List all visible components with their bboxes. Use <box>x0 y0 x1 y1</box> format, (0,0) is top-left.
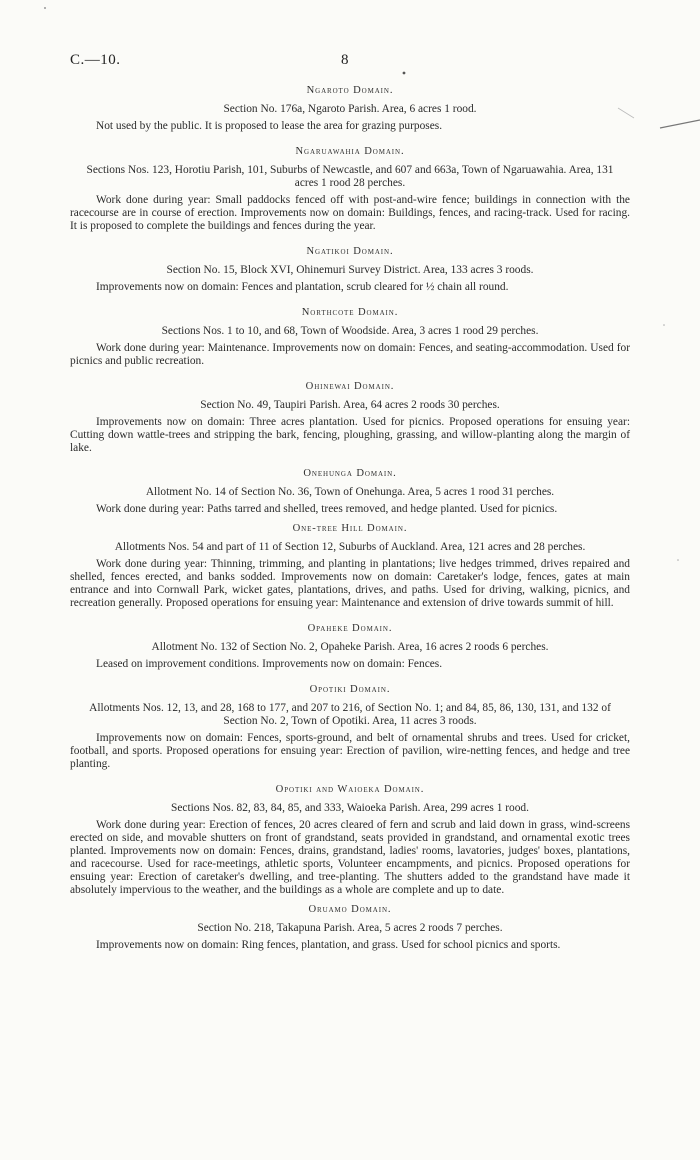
section-ohinewai <box>70 380 630 455</box>
section-body: Work done during year: Small paddocks fenced off with post-and-wire fence; buildings in connection with the racecourse are in course of erection. Improvements now on domain: Buildings, fences, and racing-track. Used for racing. It is proposed to complete the buildings and fences during the year. <box>70 194 630 232</box>
document-body <box>70 84 630 952</box>
section-subtitle: Section No. 176a, Ngaroto Parish. Area, 6 acres 1 rood. <box>223 103 477 115</box>
section-heading: Ngaroto Domain. <box>306 85 394 96</box>
section-ngaruawahia <box>70 145 630 233</box>
section-subtitle: Sections Nos. 82, 83, 84, 85, and 333, Waioeka Parish. Area, 299 acres 1 rood. <box>171 802 529 814</box>
section-opaheke <box>70 622 630 671</box>
section-body: Work done during year: Paths tarred and shelled, trees removed, and hedge planted. Used for picnics. <box>96 503 558 515</box>
section-ngaroto <box>70 84 630 133</box>
section-subtitle: Section No. 218, Takapuna Parish. Area, 5 acres 2 roods 7 perches. <box>197 922 503 934</box>
section-body: Improvements now on domain: Fences and plantation, scrub cleared for ½ chain all round. <box>96 281 509 293</box>
section-body: Work done during year: Erection of fences, 20 acres cleared of fern and scrub and laid down in grass, wind-screens erected on side, and movable shutters on front of grandstand, seats provided in grandstand, and ornamental exotic trees planted. Improvements now on domain: Fences, drains, grandstand, ladies' rooms, lavatories, judges' boxes, plantations, and racecourse. Used for race-meetings, athletic sports, Volunteer encampments, and picnics. Proposed operations for ensuing year: Erection of caretaker's dwelling, and tree-planting. The shutters added to the grandstand have made it absolutely impervious to the weather, and the buildings as a whole are complete and up to date. <box>70 819 630 896</box>
section-subtitle: Allotment No. 132 of Section No. 2, Opaheke Parish. Area, 16 acres 2 roods 6 perches. <box>151 641 549 653</box>
section-subtitle: Sections Nos. 1 to 10, and 68, Town of Woodside. Area, 3 acres 1 rood 29 perches. <box>161 325 539 337</box>
section-body: Improvements now on domain: Three acres plantation. Used for picnics. Proposed operations for ensuing year: Cutting down wattle-trees and stripping the bark, fencing, ploughing, grassing, and willow-planting along the margin of lake. <box>70 416 630 454</box>
section-body: Improvements now on domain: Fences, sports-ground, and belt of ornamental shrubs and trees. Used for cricket, football, and sports. Proposed operations for ensuing year: Erection of pavilion, wire-netting fences, and hedge and tree planting. <box>70 732 630 770</box>
section-subtitle: Allotment No. 14 of Section No. 36, Town of Onehunga. Area, 5 acres 1 rood 31 perches. <box>145 486 555 498</box>
section-oruamo <box>70 903 630 952</box>
section-northcote <box>70 306 630 368</box>
section-body: Not used by the public. It is proposed to lease the area for grazing purposes. <box>96 120 443 132</box>
section-heading: Opotiki and Waioeka Domain. <box>275 784 425 795</box>
section-subtitle: Allotments Nos. 54 and part of 11 of Section 12, Suburbs of Auckland. Area, 121 acres and 28 perches. <box>114 541 586 553</box>
report-code: C.—10. <box>70 52 121 68</box>
section-body: Improvements now on domain: Ring fences, plantation, and grass. Used for school picnics and sports. <box>96 939 561 951</box>
section-heading: Ohinewai Domain. <box>305 381 395 392</box>
section-ngatikoi <box>70 245 630 294</box>
section-body: Work done during year: Thinning, trimming, and planting in plantations; live hedges trimmed, drives repaired and shelled, fences erected, and banks sodded. Improvements now on domain: Caretaker's lodge, fences, gates at main entrance and into Cornwall Park, wicket gates, plantations, drives, and paths. Used for driving, walking, picnics, and recreation generally. Proposed operations for ensuing year: Maintenance and extension of drive towards summit of hill. <box>70 558 630 609</box>
section-body: Work done during year: Maintenance. Improvements now on domain: Fences, and seating-accommodation. Used for picnics and public recreation. <box>70 342 630 367</box>
section-heading: Oruamo Domain. <box>308 904 392 915</box>
section-subtitle: Sections Nos. 123, Horotiu Parish, 101, Suburbs of Newcastle, and 607 and 663a, Town of Ngaruawahia. Area, 131 acres 1 rood 28 perches. <box>86 164 614 189</box>
section-one-tree-hill <box>70 522 630 610</box>
section-heading: Onehunga Domain. <box>303 468 397 479</box>
section-heading: Ngaruawahia Domain. <box>295 146 405 157</box>
section-onehunga <box>70 467 630 516</box>
section-subtitle: Section No. 15, Block XVI, Ohinemuri Survey District. Area, 133 acres 3 roods. <box>166 264 534 276</box>
section-heading: Northcote Domain. <box>301 307 399 318</box>
section-body: Leased on improvement conditions. Improvements now on domain: Fences. <box>96 658 443 670</box>
section-heading: Ngatikoi Domain. <box>306 246 394 257</box>
section-heading: Opotiki Domain. <box>309 684 391 695</box>
section-opotiki <box>70 683 630 771</box>
section-subtitle: Allotments Nos. 12, 13, and 28, 168 to 177, and 207 to 216, of Section No. 1; and 84, 85, 86, 130, 131, and 132 of Section No. 2, Town of Opotiki. Area, 11 acres 3 roods. <box>89 702 611 727</box>
section-heading: One-tree Hill Domain. <box>292 523 408 534</box>
section-subtitle: Section No. 49, Taupiri Parish. Area, 64 acres 2 roods 30 perches. <box>200 399 500 411</box>
section-opotiki-waioeka <box>70 783 630 897</box>
section-heading: Opaheke Domain. <box>307 623 393 634</box>
page-number: 8 <box>341 52 349 68</box>
